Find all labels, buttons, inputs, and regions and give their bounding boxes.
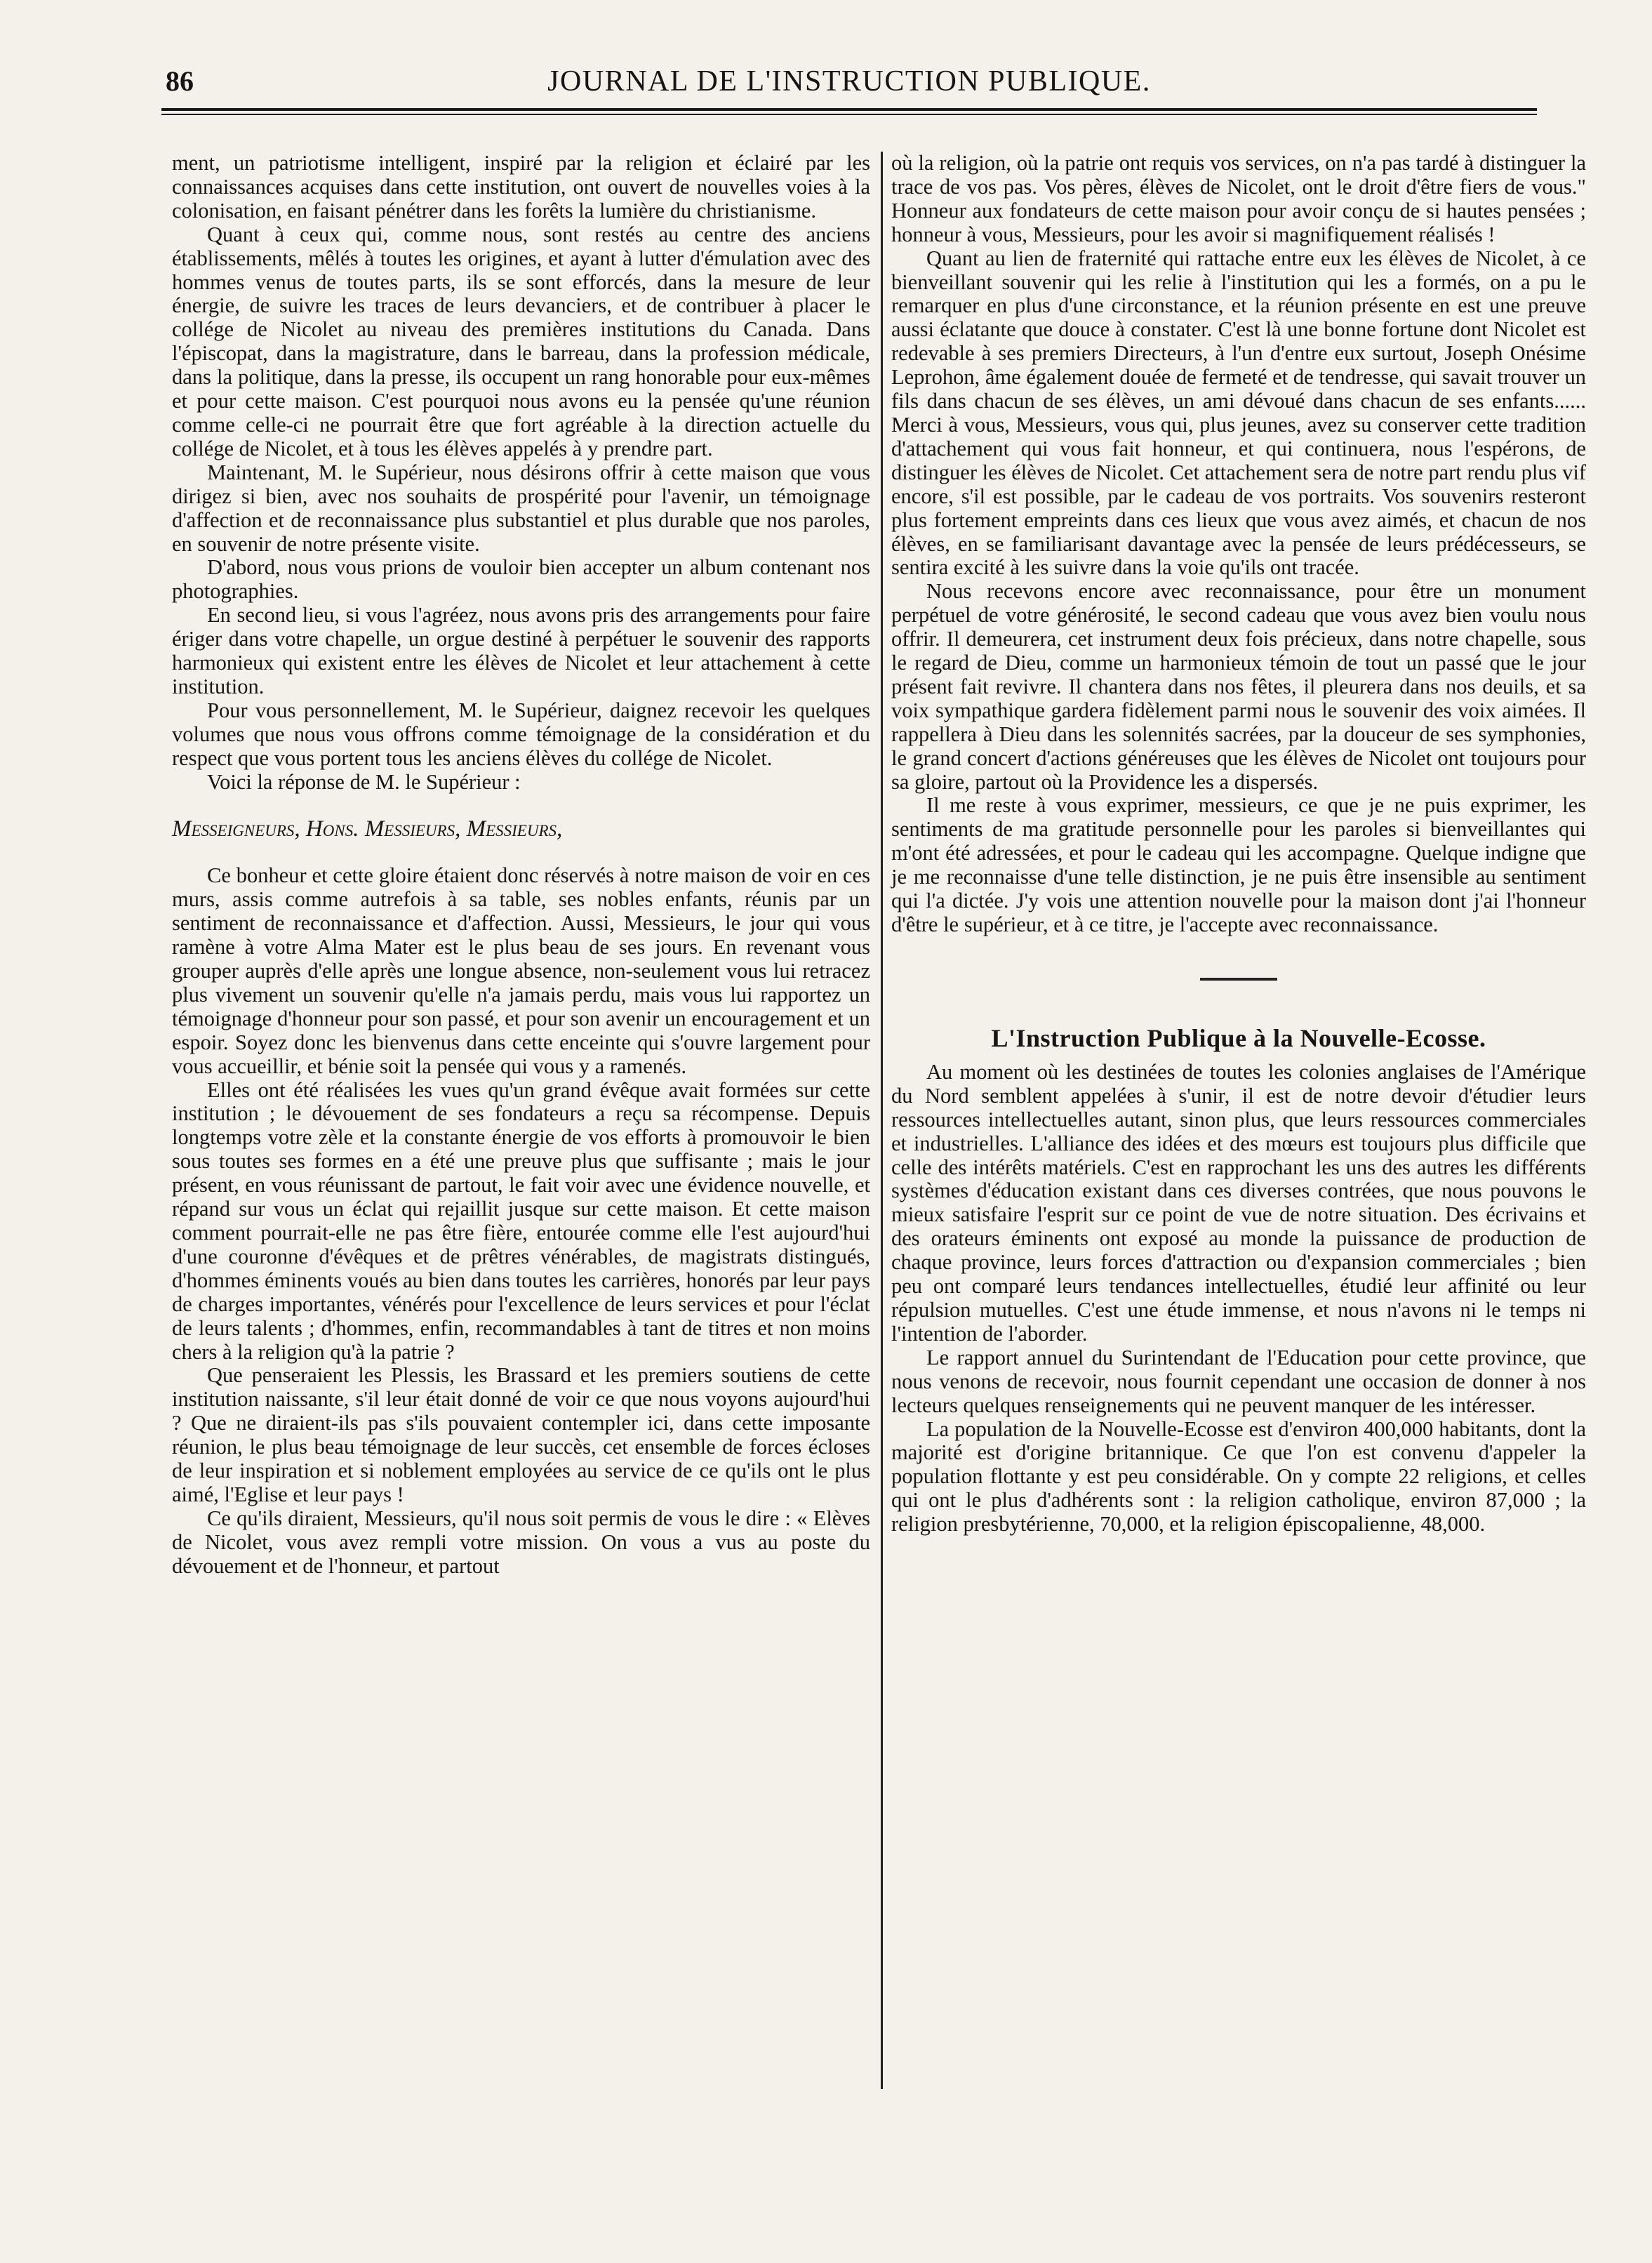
page-header [161, 62, 1537, 104]
paragraph: Ce qu'ils diraient, Messieurs, qu'il nous soit permis de vous le dire : « Elèves de Nicolet, vous avez rempli votre mission. On vous a vus au poste du dévouement et de l'honneur, et partout [172, 1506, 870, 1578]
paragraph: Pour vous personnellement, M. le Supérieur, daignez recevoir les quelques volumes que nous vous offrons comme témoignage de la considération et du respect que vous portent tous les anciens élèves du collége de Nicolet. [172, 698, 870, 770]
paragraph: Le rapport annuel du Surintendant de l'Education pour cette province, que nous venons de recevoir, nous fournit cependant une occasion de donner à nos lecteurs quelques renseignements qui ne peuvent manquer de les intéresser. [891, 1345, 1586, 1417]
right-column [891, 152, 1586, 1537]
paragraph: Quant au lien de fraternité qui rattache entre eux les élèves de Nicolet, à ce bienveillant souvenir qui les relie à l'institution qui les a formés, on a pu le remarquer en plus d'une circonstance, et la réunion présente en est une preuve aussi éclatante que douce à constater. C'est là une bonne fortune dont Nicolet est redevable à ses premiers Directeurs, à l'un d'entre eux surtout, Joseph Onésime Leprohon, âme également douée de fermeté et de tendresse, qui savait trouver un fils dans chacun de ses élèves, un ami dévoué dans chacun de ses enfants...... Merci à vous, Messieurs, vous qui, plus jeunes, avez su conserver cette tradition d'attachement qui vous fait honneur, et qui continuera, nous l'espérons, de distinguer les élèves de Nicolet. Cet attachement sera de notre part rendu plus vif encore, s'il est possible, par le cadeau de vos portraits. Vos souvenirs resteront plus fortement empreints dans ces lieux que vous avez aimés, et chacun de nos élèves, en se familiarisant davantage avec la pensée de leurs prédécesseurs, se sentira excité à les suivre dans la voie qu'ils ont tracée. [891, 246, 1586, 580]
paragraph: ment, un patriotisme intelligent, inspiré par la religion et éclairé par les connaissances acquises dans cette institution, ont ouvert de nouvelles voies à la colonisation, en faisant pénétrer dans les forêts la lumière du christianisme. [172, 151, 870, 223]
paragraph: Nous recevons encore avec reconnaissance, pour être un monument perpétuel de votre générosité, le second cadeau que vous avez bien voulu nous offrir. Il demeurera, cet instrument deux fois précieux, dans notre chapelle, sous le regard de Dieu, comme un harmonieux témoin de tout un passé que le jour présent fait revivre. Il chantera dans nos fêtes, il pleurera dans nos deuils, et sa voix sympathique gardera fidèlement parmi nous le souvenir des voix aimées. Il rappellera à Dieu dans les solennités sacrées, par la douceur de ses symphonies, le grand concert d'actions généreuses que les élèves de Nicolet ont toujours pour sa gloire, partout où la Providence les a dispersés. [891, 579, 1586, 794]
paragraph: Il me reste à vous exprimer, messieurs, ce que je ne puis exprimer, les sentiments de ma gratitude personnelle pour les paroles si bienveillantes qui m'ont été adressées, et pour le cadeau qui les accompagne. Quelque indigne que je me reconnaisse d'une telle distinction, je ne puis être insensible au sentiment qui l'a dictée. J'y vois une attention nouvelle pour la maison dont j'ai l'honneur d'être le supérieur, et à ce titre, je l'accepte avec reconnaissance. [891, 793, 1586, 936]
header-rule-thin [161, 114, 1537, 115]
salutation: Messeigneurs, Hons. Messieurs, Messieurs, [172, 816, 563, 842]
paragraph: En second lieu, si vous l'agréez, nous avons pris des arrangements pour faire ériger dans votre chapelle, un orgue destiné à perpétuer le souvenir des rapports harmonieux qui existent entre les élèves de Nicolet et leur attachement à cette institution. [172, 603, 870, 698]
header-rule [161, 108, 1537, 111]
section-separator [1200, 978, 1277, 981]
paragraph: Maintenant, M. le Supérieur, nous désirons offrir à cette maison que vous dirigez si bien, avec nos souhaits de prospérité pour l'avenir, un témoignage d'affection et de reconnaissance plus substantiel et plus durable que nos paroles, en souvenir de notre présente visite. [172, 460, 870, 556]
paragraph: où la religion, où la patrie ont requis vos services, on n'a pas tardé à distinguer la trace de vos pas. Vos pères, élèves de Nicolet, ont le droit d'être fiers de vous." Honneur aux fondateurs de cette maison pour avoir conçu de si hautes pensées ; honneur à vous, Messieurs, pour les avoir si magnifiquement réalisés ! [891, 151, 1586, 246]
paragraph: La population de la Nouvelle-Ecosse est d'environ 400,000 habitants, dont la majorité est d'origine britannique. Ce que l'on est convenu d'appeler la population flottante y est peu considérable. On y compte 22 religions, et celles qui ont le plus d'adhérents sont : la religion catholique, environ 87,000 ; la religion presbytérienne, 70,000, et la religion épiscopalienne, 48,000. [891, 1416, 1586, 1537]
paragraph: Voici la réponse de M. le Supérieur : [207, 769, 521, 794]
column-divider [881, 152, 883, 2089]
paragraph: Que penseraient les Plessis, les Brassard et les premiers soutiens de cette institution naissante, s'il leur était donné de voir ce que nous voyons aujourd'hui ? Que ne diraient-ils pas s'ils pouvaient contempler ici, dans cette imposante réunion, le plus beau témoignage de leur succès, cet ensemble de forces écloses de leur inspiration et si noblement employées au service de ce qu'ils ont le plus aimé, l'Eglise et leur pays ! [172, 1363, 870, 1506]
paragraph: Elles ont été réalisées les vues qu'un grand évêque avait formées sur cette institution ; le dévouement de ses fondateurs a reçu sa récompense. Depuis longtemps votre zèle et la constante énergie de vos efforts à promouvoir le bien sous toutes ses formes en a été une preuve plus que suffisante ; mais le jour présent, en vous réunissant de partout, le fait voir avec une évidence nouvelle, et répand sur vous un éclat qui rejaillit jusque sur cette maison. Et cette maison comment pourrait-elle ne pas être fière, entourée comme elle l'est aujourd'hui d'une couronne d'évêques et de prêtres vénérables, de magistrats distingués, d'hommes éminents voués au bien dans toutes les carrières, honorés par leur pays de charges importantes, vénérés pour l'excellence de leurs services et pour l'éclat de leurs talents ; d'hommes, enfin, recommandables à tant de titres et non moins chers à la religion qu'à la patrie ? [172, 1077, 870, 1364]
paragraph: Quant à ceux qui, comme nous, sont restés au centre des anciens établissements, mêlés à toutes les origines, et ayant à lutter d'émulation avec des hommes venus de toutes parts, ils se sont efforcés, dans la mesure de leur énergie, de suivre les traces de leurs devanciers, et de contribuer à placer le collége de Nicolet au niveau des premières institutions du Canada. Dans l'épiscopat, dans la magistrature, dans le barreau, dans la profession médicale, dans la politique, dans la presse, ils occupent un rang honorable pour eux-mêmes et pour cette maison. C'est pourquoi nous avons eu la pensée qu'une réunion comme celle-ci ne pourrait être que fort agréable à la direction actuelle du collége de Nicolet, et à tous les élèves appelés à y prendre part. [172, 222, 870, 460]
left-column [172, 152, 870, 1579]
paragraph: Au moment où les destinées de toutes les colonies anglaises de l'Amérique du Nord semblent appelées à s'unir, il est de notre devoir d'étudier leurs ressources intellectuelles autant, sinon plus, que leurs ressources commerciales et industrielles. L'alliance des idées et des mœurs est toujours plus difficile que celle des intérêts matériels. C'est en rapprochant les uns des autres les différents systèmes d'éducation existant dans ces diverses contrées, que nous pouvons le mieux satisfaire l'esprit sur ce point de vue de notre situation. Des écrivains et des orateurs éminents ont exposé au monde la puissance de production de chaque province, leurs forces d'attraction ou d'expansion commerciales ; bien peu ont comparé leurs tendances intellectuelles, étudié leur affinité ou leur répulsion mutuelles. C'est une étude immense, et nous n'avons ni le temps ni l'intention de l'aborder. [891, 1059, 1586, 1346]
journal-title: JOURNAL DE L'INSTRUCTION PUBLIQUE. [547, 65, 1151, 98]
paragraph: D'abord, nous vous prions de vouloir bien accepter un album contenant nos photographies. [172, 555, 870, 604]
page-number: 86 [166, 65, 194, 97]
section-title: L'Instruction Publique à la Nouvelle-Ecosse. [991, 1023, 1486, 1052]
paragraph: Ce bonheur et cette gloire étaient donc réservés à notre maison de voir en ces murs, assis comme autrefois à sa table, ses nobles enfants, réunis par un sentiment de reconnaissance et d'affection. Aussi, Messieurs, le jour qui vous ramène à votre Alma Mater est le plus beau de ses jours. En revenant vous grouper auprès d'elle après une longue absence, non-seulement vous lui retracez plus vivement un souvenir qu'elle n'a jamais perdu, mais vous lui rapportez un témoignage d'honneur pour son passé, et pour son avenir un encouragement et un espoir. Soyez donc les bienvenus dans cette enceinte qui s'ouvre largement pour vous accueillir, et bénie soit la pensée qui vous y a ramenés. [172, 863, 870, 1078]
